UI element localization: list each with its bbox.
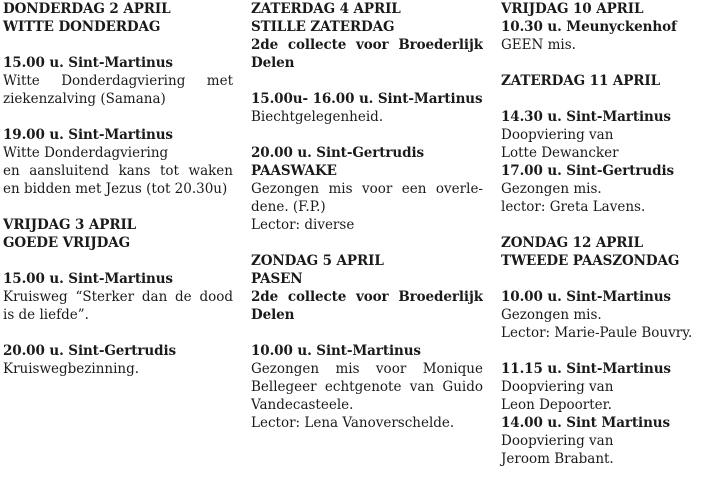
entry-text: Lector: diverse [251, 217, 355, 233]
schedule-entry [3, 216, 233, 252]
entry-text: is de liefde”. [3, 307, 89, 323]
entry-heading: VRIJDAG 3 APRIL [3, 217, 137, 233]
schedule-entry [251, 90, 483, 126]
block-spacer [3, 198, 233, 216]
schedule-entry [501, 288, 713, 342]
entry-heading: ZATERDAG 4 APRIL [251, 1, 401, 17]
entry-heading: 11.15 u. Sint-Martinus [501, 361, 671, 377]
schedule-column-2 [251, 0, 483, 432]
block-spacer [251, 234, 483, 252]
entry-heading: 20.00 u. Sint-Gertrudis [251, 145, 424, 161]
entry-text: Vandecasteele. [251, 397, 354, 413]
block-spacer [251, 126, 483, 144]
entry-heading: PASEN [251, 271, 303, 287]
entry-heading: TWEEDE PAASZONDAG [501, 253, 680, 269]
entry-heading: 14.30 u. Sint-Martinus [501, 109, 671, 125]
block-spacer [3, 108, 233, 126]
block-spacer [251, 72, 483, 90]
block-spacer [501, 90, 713, 108]
schedule-entry [3, 54, 233, 108]
entry-text: Lector: Marie-Paule Bouvry. [501, 325, 693, 341]
schedule-entry [3, 0, 233, 36]
entry-text: Witte Donderdagviering met [3, 73, 233, 89]
schedule-column-1 [3, 0, 233, 378]
entry-heading: 2de collecte voor Broederlijk [251, 289, 483, 305]
entry-text: Doopviering van [501, 433, 614, 449]
entry-text: lector: Greta Lavens. [501, 199, 646, 215]
block-spacer [251, 324, 483, 342]
entry-heading: ZONDAG 5 APRIL [251, 253, 384, 269]
entry-heading: Delen [251, 55, 295, 71]
block-spacer [501, 216, 713, 234]
entry-heading: STILLE ZATERDAG [251, 19, 395, 35]
entry-text: Witte Donderdagviering [3, 145, 169, 161]
entry-heading: WITTE DONDERDAG [3, 19, 161, 35]
entry-heading: 15.00 u. Sint-Martinus [3, 55, 173, 71]
entry-text: dene. (F.P.) [251, 199, 326, 215]
entry-heading: DONDERDAG 2 APRIL [3, 1, 171, 17]
entry-heading: 10.00 u. Sint-Martinus [501, 289, 671, 305]
schedule-entry [251, 252, 483, 324]
entry-text: Bellegeer echtgenote van Guido [251, 379, 483, 395]
block-spacer [501, 342, 713, 360]
schedule-entry [501, 72, 713, 90]
block-spacer [501, 54, 713, 72]
block-spacer [3, 324, 233, 342]
entry-text: Lector: Lena Vanoverschelde. [251, 415, 455, 431]
entry-heading: 20.00 u. Sint-Gertrudis [3, 343, 176, 359]
entry-text: Lotte Dewancker [501, 145, 619, 161]
schedule-entry [501, 360, 713, 468]
entry-heading: 10.30 u. Meunyckenhof [501, 19, 677, 35]
entry-heading: 2de collecte voor Broederlijk [251, 37, 483, 53]
entry-heading: 15.00 u. Sint-Martinus [3, 271, 173, 287]
entry-text: Gezongen mis voor Monique [251, 361, 483, 377]
entry-heading: Delen [251, 307, 295, 323]
entry-text: Kruiswegbezinning. [3, 361, 140, 377]
entry-text: Leon Depoorter. [501, 397, 612, 413]
entry-heading: VRIJDAG 10 APRIL [501, 1, 644, 17]
entry-text: en bidden met Jezus (tot 20.30u) [3, 181, 228, 197]
entry-text: ziekenzalving (Samana) [3, 91, 166, 107]
entry-heading: ZATERDAG 11 APRIL [501, 73, 660, 89]
block-spacer [3, 36, 233, 54]
schedule-entry [251, 144, 483, 234]
entry-text: Biechtgelegenheid. [251, 109, 384, 125]
entry-text: en aansluitend kans tot waken [3, 163, 233, 179]
entry-text: GEEN mis. [501, 37, 576, 53]
entry-heading: PAASWAKE [251, 163, 337, 179]
entry-text: Doopviering van [501, 127, 614, 143]
entry-heading: 19.00 u. Sint-Martinus [3, 127, 173, 143]
schedule-entry [3, 342, 233, 378]
block-spacer [501, 270, 713, 288]
entry-text: Kruisweg “Sterker dan de dood [3, 289, 233, 305]
block-spacer [3, 252, 233, 270]
schedule-entry [501, 0, 713, 54]
schedule-entry [251, 0, 483, 72]
entry-text: Jeroom Brabant. [501, 451, 614, 467]
entry-heading: GOEDE VRIJDAG [3, 235, 131, 251]
schedule-entry [3, 126, 233, 198]
entry-text: Gezongen mis voor een overle- [251, 181, 483, 197]
entry-text: Gezongen mis. [501, 181, 602, 197]
schedule-entry [3, 270, 233, 324]
entry-text: Gezongen mis. [501, 307, 602, 323]
entry-text: Doopviering van [501, 379, 614, 395]
schedule-entry [501, 108, 713, 216]
entry-heading: ZONDAG 12 APRIL [501, 235, 644, 251]
entry-heading: 15.00u- 16.00 u. Sint-Martinus [251, 91, 483, 107]
entry-heading: 14.00 u. Sint Martinus [501, 415, 671, 431]
schedule-column-3 [501, 0, 713, 468]
schedule-entry [501, 234, 713, 270]
entry-heading: 10.00 u. Sint-Martinus [251, 343, 421, 359]
entry-heading: 17.00 u. Sint-Gertrudis [501, 163, 674, 179]
schedule-entry [251, 342, 483, 432]
